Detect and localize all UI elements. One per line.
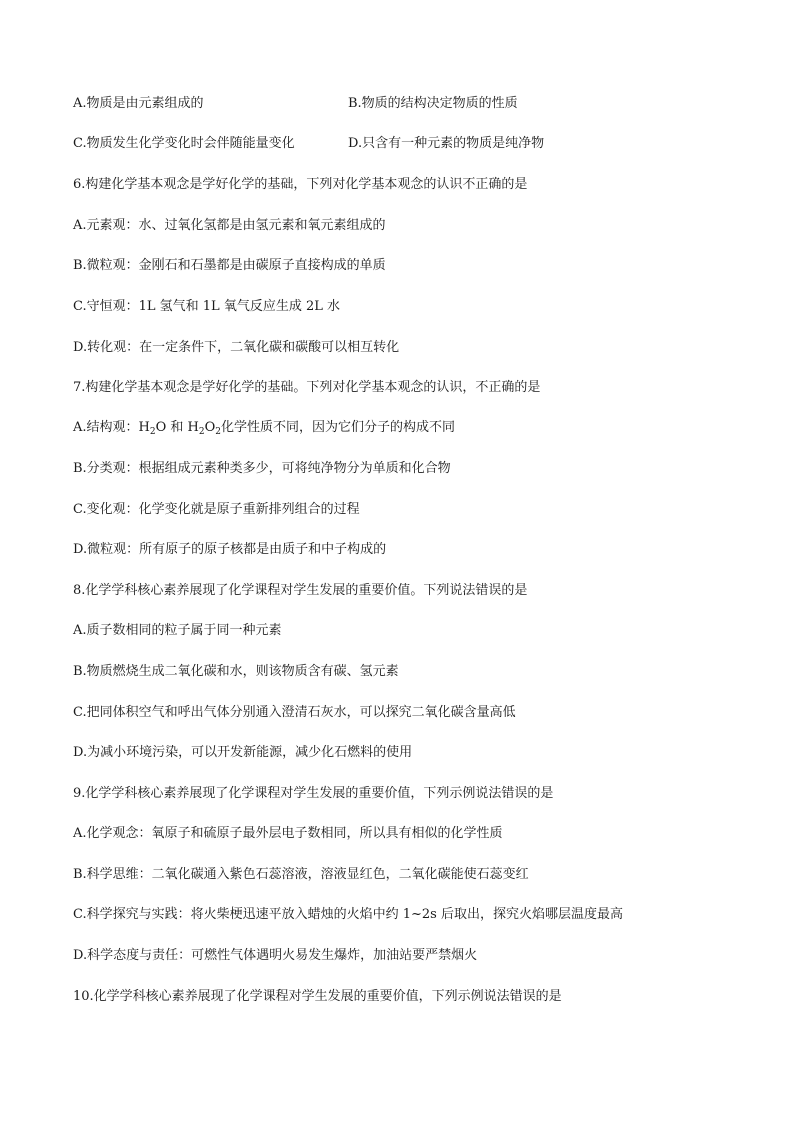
q9-stem: 9.化学学科核心素养展现了化学课程对学生发展的重要价值，下列示例说法错误的是	[73, 786, 554, 801]
q10-stem: 10.化学学科核心素养展现了化学课程对学生发展的重要价值，下列示例说法错误的是	[73, 989, 562, 1004]
q8-option-b: B.物质燃烧生成二氧化碳和水，则该物质含有碳、氢元素	[73, 664, 399, 679]
q7-a-subscript: 2	[198, 427, 205, 437]
q9-option-b: B.科学思维：二氧化碳通入紫色石蕊溶液，溶液显红色，二氧化碳能使石蕊变红	[73, 867, 529, 882]
q7-option-d: D.微粒观：所有原子的原子核都是由质子和中子构成的	[73, 542, 387, 557]
q8-option-d: D.为减小环境污染，可以开发新能源，减少化石燃料的使用	[73, 745, 413, 760]
q6-option-c: C.守恒观：1L 氢气和 1L 氧气反应生成 2L 水	[73, 299, 340, 314]
q7-a-middle: O 和 H	[155, 420, 199, 435]
q7-a-prefix: A.结构观：H	[73, 420, 150, 435]
q6-stem: 6.构建化学基本观念是学好化学的基础，下列对化学基本观念的认识不正确的是	[73, 177, 528, 192]
q8-option-a: A.质子数相同的粒子属于同一种元素	[73, 623, 282, 638]
q8-option-c: C.把同体积空气和呼出气体分别通入澄清石灰水，可以探究二氧化碳含量高低	[73, 705, 516, 720]
q7-a-suffix: 化学性质不同，因为它们分子的构成不同	[221, 420, 456, 435]
q7-stem: 7.构建化学基本观念是学好化学的基础。下列对化学基本观念的认识，不正确的是	[73, 380, 541, 395]
q7-option-a	[73, 419, 455, 437]
q5-option-d: D.只含有一种元素的物质是纯净物	[348, 136, 545, 151]
q6-option-b: B.微粒观：金刚石和石墨都是由碳原子直接构成的单质	[73, 258, 386, 273]
q7-a-subscript: 2	[215, 427, 221, 437]
q6-option-a: A.元素观：水、过氧化氢都是由氢元素和氧元素组成的	[73, 218, 386, 233]
q7-a-subscript: 2	[149, 427, 156, 437]
q8-stem: 8.化学学科核心素养展现了化学课程对学生发展的重要价值。下列说法错误的是	[73, 583, 528, 598]
q5-option-b: B.物质的结构决定物质的性质	[348, 96, 518, 111]
q9-option-a: A.化学观念：氧原子和硫原子最外层电子数相同，所以具有相似的化学性质	[73, 826, 503, 841]
q5-option-a: A.物质是由元素组成的	[73, 96, 204, 111]
q7-option-b: B.分类观：根据组成元素种类多少，可将纯净物分为单质和化合物	[73, 461, 451, 476]
q6-option-d: D.转化观：在一定条件下，二氧化碳和碳酸可以相互转化	[73, 340, 400, 355]
q9-option-c: C.科学探究与实践：将火柴梗迅速平放入蜡烛的火焰中约 1~2s 后取出，探究火焰哪层温度最高	[73, 907, 623, 922]
q7-a-middle: O	[204, 420, 216, 435]
q9-option-d: D.科学态度与责任：可燃性气体遇明火易发生爆炸，加油站要严禁烟火	[73, 948, 478, 963]
q7-option-c: C.变化观：化学变化就是原子重新排列组合的过程	[73, 502, 360, 517]
q5-option-c: C.物质发生化学变化时会伴随能量变化	[73, 136, 295, 151]
